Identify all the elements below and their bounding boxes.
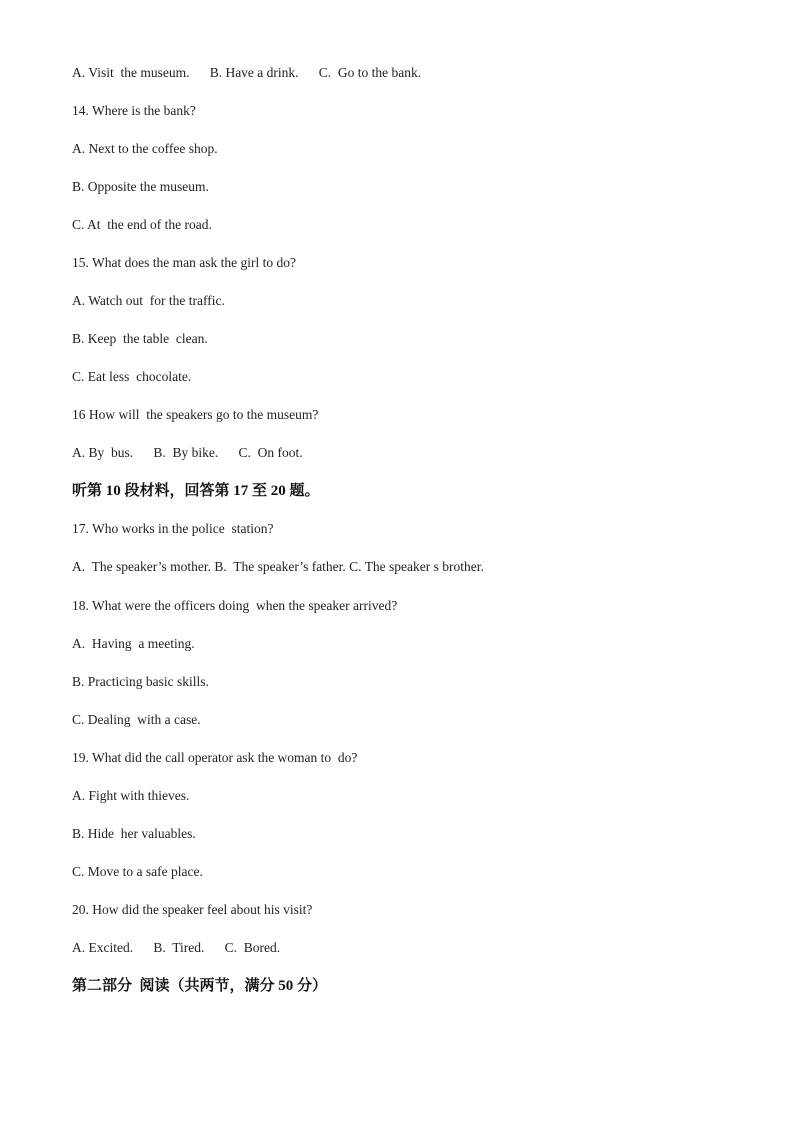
q13-options: A. Visit the museum. B. Have a drink. C. Go to the bank. xyxy=(72,65,422,80)
section-heading-passage-10: 听第 10 段材料，回答第 17 至 20 题。 xyxy=(72,483,320,499)
q15-option-c: C. Eat less chocolate. xyxy=(72,369,192,384)
q17-options: A. The speaker’s mother. B. The speaker’s father. C. The speaker s brother. xyxy=(72,559,484,574)
q14-option-b: B. Opposite the museum. xyxy=(72,179,209,194)
q14-option-a: A. Next to the coffee shop. xyxy=(72,141,218,156)
q20-question: 20. How did the speaker feel about his visit? xyxy=(72,902,313,917)
part-two-heading: 第二部分 阅读（共两节，满分 50 分） xyxy=(72,978,328,994)
q18-option-a: A. Having a meeting. xyxy=(72,636,195,651)
q20-options: A. Excited. B. Tired. C. Bored. xyxy=(72,940,281,955)
q14-option-c: C. At the end of the road. xyxy=(72,217,212,232)
q19-option-b: B. Hide her valuables. xyxy=(72,826,196,841)
q19-option-c: C. Move to a safe place. xyxy=(72,864,203,879)
q16-question: 16 How will the speakers go to the museum? xyxy=(72,407,319,422)
q15-option-b: B. Keep the table clean. xyxy=(72,331,208,346)
q19-question: 19. What did the call operator ask the woman to do? xyxy=(72,750,358,765)
q19-option-a: A. Fight with thieves. xyxy=(72,788,190,803)
q18-option-b: B. Practicing basic skills. xyxy=(72,674,209,689)
q16-options: A. By bus. B. By bike. C. On foot. xyxy=(72,445,303,460)
q15-option-a: A. Watch out for the traffic. xyxy=(72,293,225,308)
q14-question: 14. Where is the bank? xyxy=(72,103,196,118)
q15-question: 15. What does the man ask the girl to do? xyxy=(72,255,296,270)
q18-question: 18. What were the officers doing when the speaker arrived? xyxy=(72,598,398,613)
q18-option-c: C. Dealing with a case. xyxy=(72,712,201,727)
q17-question: 17. Who works in the police station? xyxy=(72,521,274,536)
